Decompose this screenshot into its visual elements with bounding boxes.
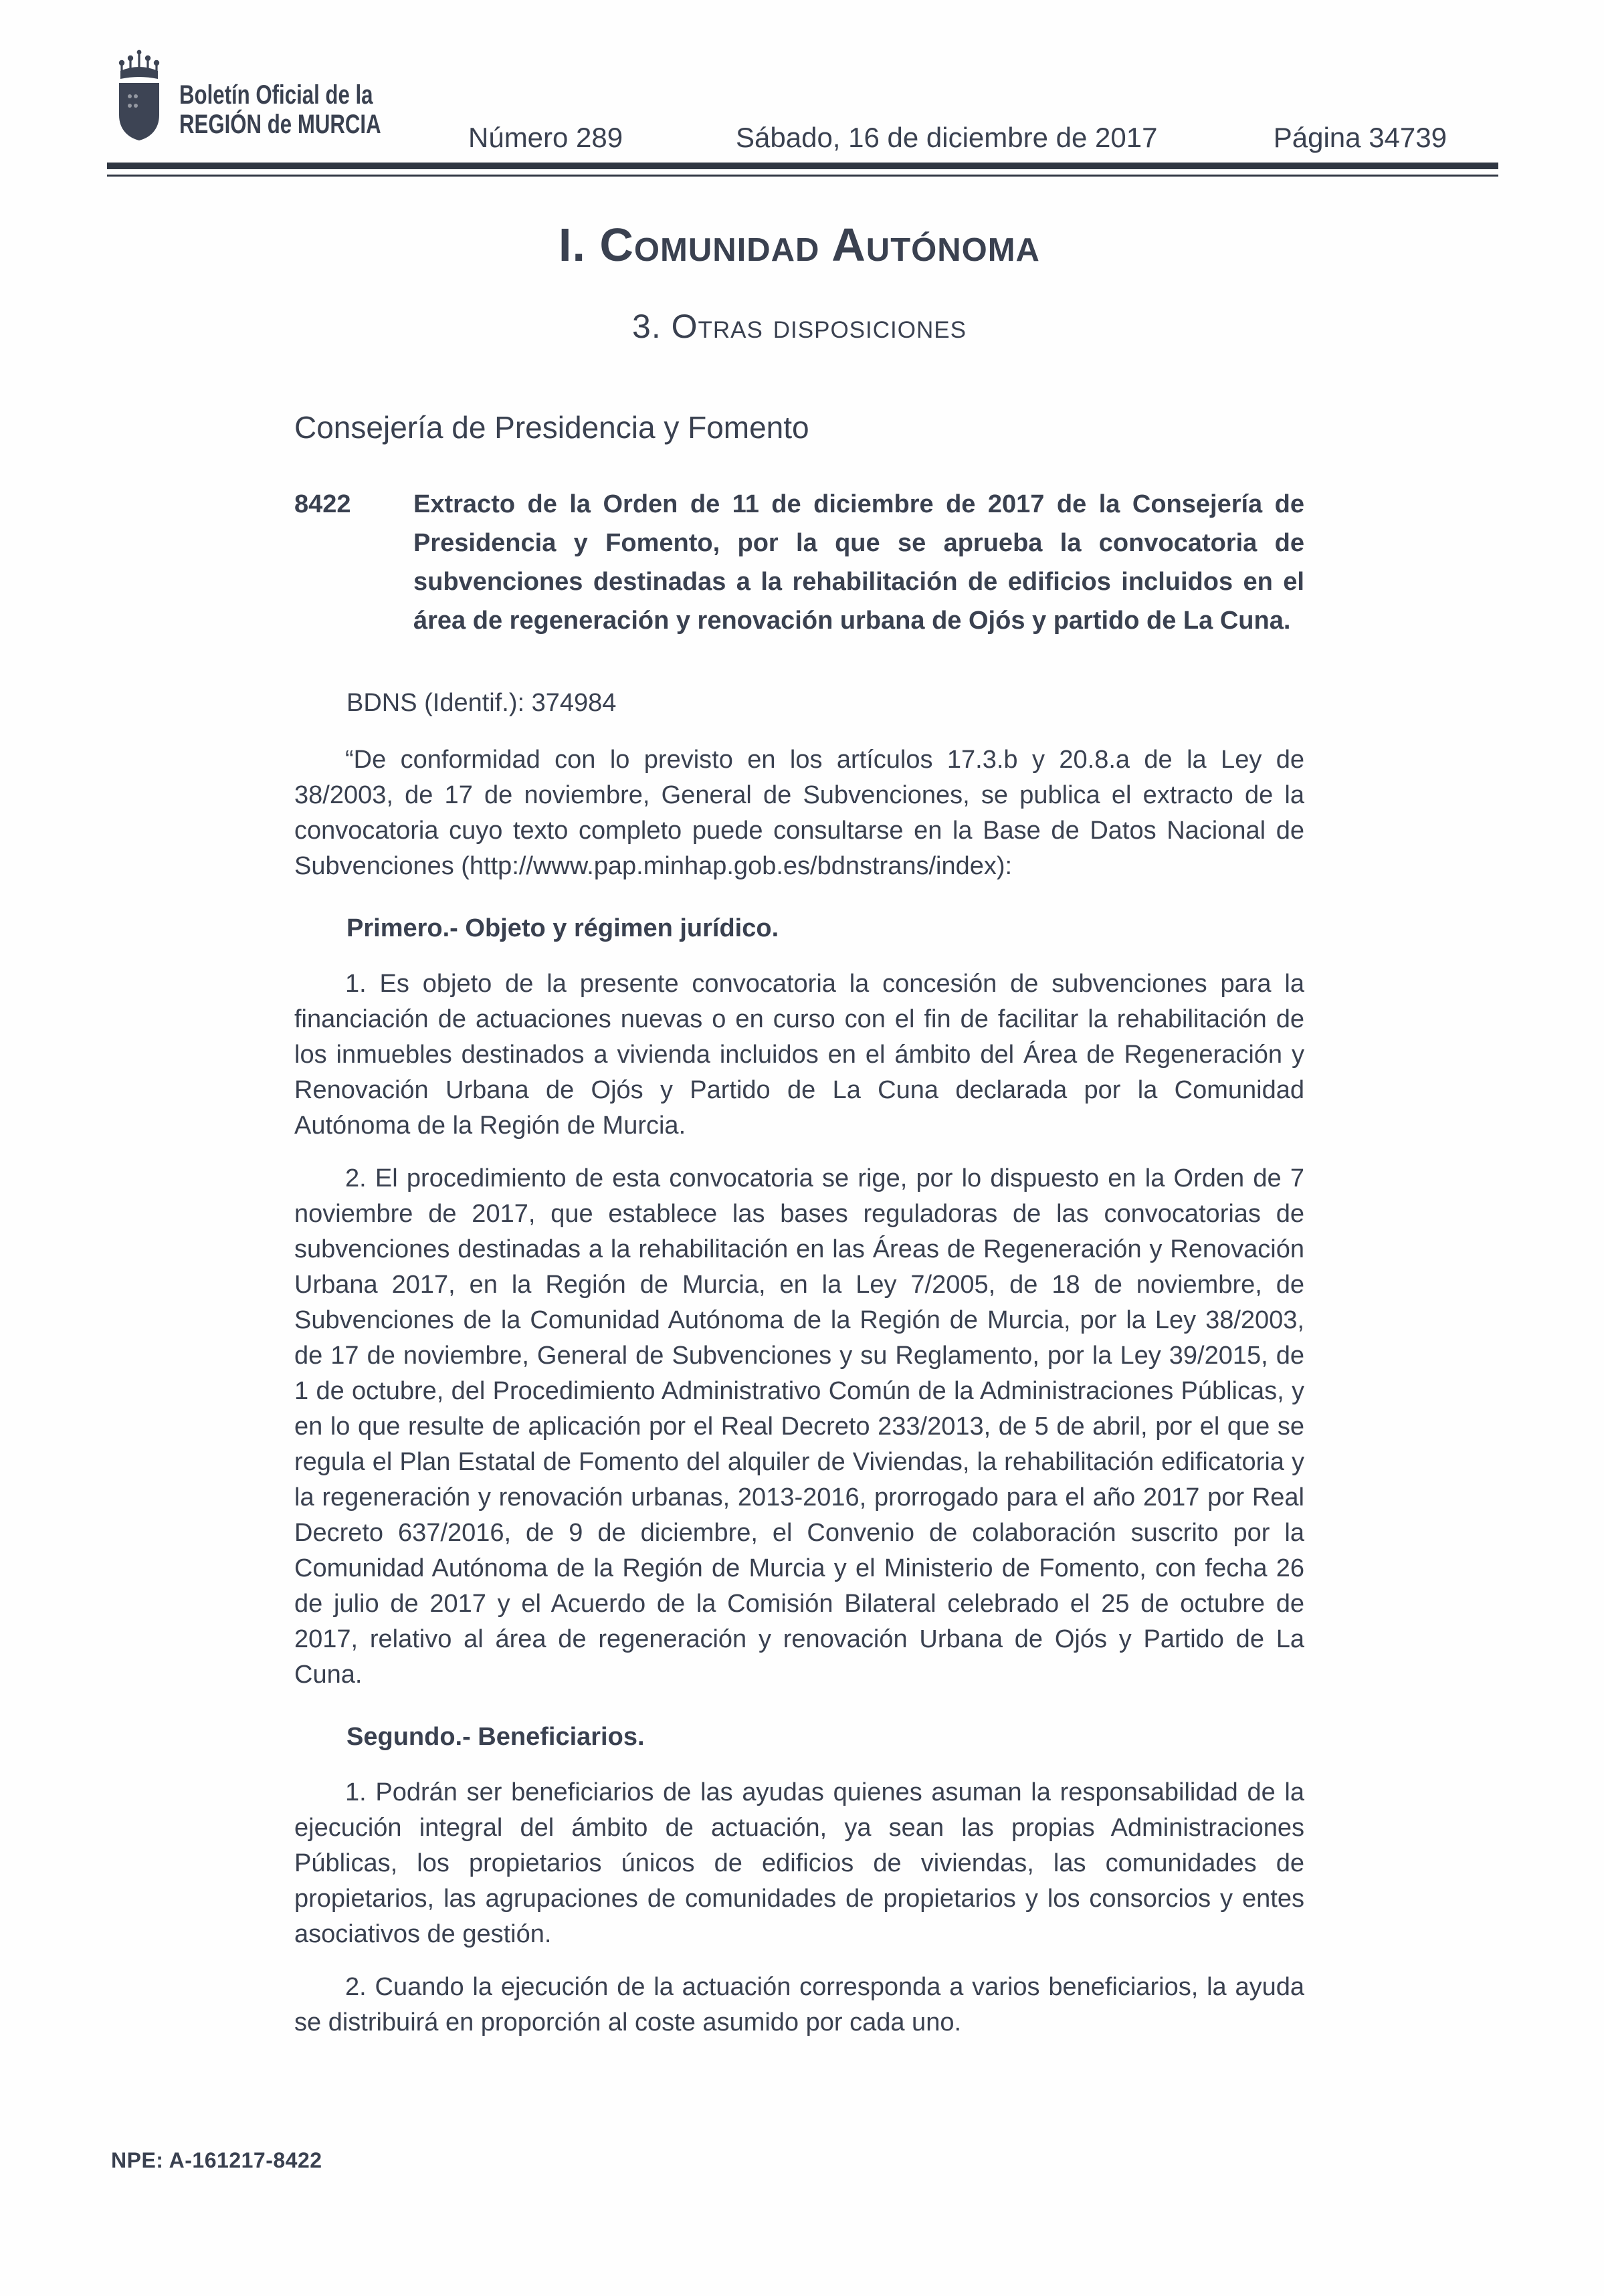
section-heading: Primero.- Objeto y régimen jurídico. xyxy=(346,914,779,942)
paragraph: 2. Cuando la ejecución de la actuación corresponda a varios beneficiarios, la ayuda se distribuirá en proporción al coste asumido por cada uno. xyxy=(294,1972,1304,2037)
bdns-identifier: BDNS (Identif.): 374984 xyxy=(346,688,617,717)
page-number: Página 34739 xyxy=(1273,122,1447,153)
announcement-number: 8422 xyxy=(294,490,351,518)
issue-number: Número 289 xyxy=(468,122,623,153)
announcement xyxy=(294,485,1304,640)
paragraph: 1. Es objeto de la presente convocatoria la concesión de subvenciones para la financiación de actuaciones nuevas o en curso con el fin de facilitar la rehabilitación de los inmuebles destinados a vivienda incluidos en el ámbito del Área de Regeneración y Renovación Urbana de Ojós y Partido de La Cuna declarada por la Comunidad Autónoma de la Región de Murcia. xyxy=(294,969,1304,1140)
section-subtitle: 3. Otras disposiciones xyxy=(632,307,967,345)
brand-line-2: REGIÓN de MURCIA xyxy=(179,110,381,139)
npe-code: NPE: A-161217-8422 xyxy=(111,2148,322,2172)
paragraph: “De conformidad con lo previsto en los artículos 17.3.b y 20.8.a de la Ley de 38/2003, de 17 de noviembre, General de Subvenciones, se publica el extracto de la convocatoria cuyo texto completo puede consultarse en la Base de Datos Nacional de Subvenciones (http://www.pap.minhap.gob.es/bdnstrans/index): xyxy=(294,745,1304,880)
header-rule-thick xyxy=(107,163,1498,169)
announcement-summary: Extracto de la Orden de 11 de diciembre de 2017 de la Consejería de Presidencia y Fomento, por la que se aprueba la convocatoria de subvenciones destinadas a la rehabilitación de edificios incluidos en el área de regeneración y renovación urbana de Ojós y partido de La Cuna. xyxy=(413,490,1304,635)
publication-date: Sábado, 16 de diciembre de 2017 xyxy=(736,122,1158,153)
brand-title xyxy=(179,80,381,139)
brand-line-1: Boletín Oficial de la xyxy=(179,80,373,110)
header-rule-thin xyxy=(107,175,1498,177)
paragraph: 1. Podrán ser beneficiarios de las ayudas quienes asuman la responsabilidad de la ejecución integral del ámbito de actuación, ya sean las propias Administraciones Públicas, los propietarios únicos de edificios de viviendas, las comunidades de propietarios, las agrupaciones de comunidades de propietarios y los consorcios y entes asociativos de gestión. xyxy=(294,1778,1304,1948)
department-name: Consejería de Presidencia y Fomento xyxy=(294,410,809,445)
document-body xyxy=(294,221,1304,2058)
section-heading: Segundo.- Beneficiarios. xyxy=(346,1722,645,1751)
section-title: I. Comunidad Autónoma xyxy=(559,219,1040,271)
article-text xyxy=(294,742,1304,2041)
paragraph: 2. El procedimiento de esta convocatoria se rige, por lo dispuesto en la Orden de 7 noviembre de 2017, que establece las bases reguladoras de las convocatorias de subvenciones destinadas a la rehabilitación en las Áreas de Regeneración y Renovación Urbana 2017, en la Región de Murcia, en la Ley 7/2005, de 18 de noviembre, de Subvenciones de la Comunidad Autónoma de la Región de Murcia, por la Ley 38/2003, de 17 de noviembre, General de Subvenciones y su Reglamento, por la Ley 39/2015, de 1 de octubre, del Procedimiento Administrativo Común de la Administraciones Públicas, y en lo que resulte de aplicación por el Real Decreto 233/2013, de 5 de abril, por el que se regula el Plan Estatal de Fomento del alquiler de Viviendas, la rehabilitación edificatoria y la regeneración y renovación urbanas, 2013-2016, prorrogado para el año 2017 por Real Decreto 637/2016, de 9 de diciembre, el Convenio de colaboración suscrito por la Comunidad Autónoma de la Región de Murcia y el Ministerio de Fomento, con fecha 26 de julio de 2017 y el Acuerdo de la Comisión Bilateral celebrado el 25 de octubre de 2017, relativo al área de regeneración y renovación Urbana de Ojós y Partido de La Cuna. xyxy=(294,1164,1304,1689)
murcia-coat-of-arms-icon xyxy=(114,48,165,142)
